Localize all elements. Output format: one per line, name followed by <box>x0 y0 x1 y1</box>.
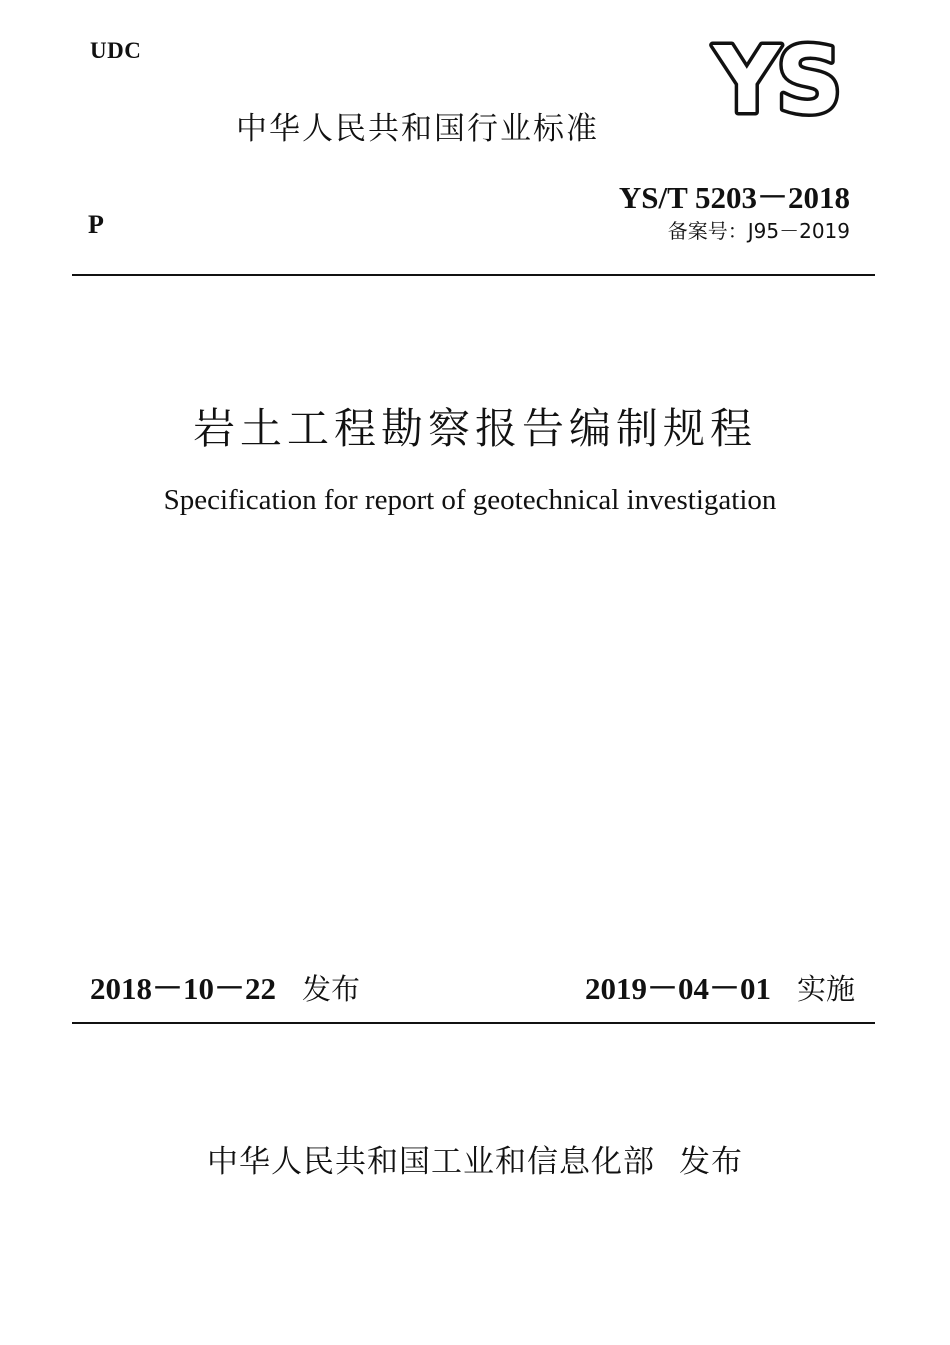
effective-label: 实施 <box>796 972 855 1006</box>
standard-number: YS/T 5203－2018 <box>618 180 850 215</box>
publisher-name: 中华人民共和国工业和信息化部 <box>207 1144 655 1180</box>
effective-date: 2019－04－01 <box>584 971 771 1006</box>
top-divider <box>72 274 875 276</box>
category-code: P <box>88 210 104 239</box>
udc-label: UDC <box>90 38 142 63</box>
issue-date: 2018－10－22 <box>90 971 276 1006</box>
issue-date-block <box>90 963 360 1008</box>
publisher-line <box>0 1136 950 1181</box>
bottom-divider <box>72 1022 875 1024</box>
ys-logo <box>693 38 859 124</box>
effective-date-block <box>585 963 855 1008</box>
industry-standard-title: 中华人民共和国行业标准 <box>236 111 599 147</box>
publish-label: 发布 <box>679 1144 743 1180</box>
ys-logo-text: YS <box>713 38 839 124</box>
issue-label: 发布 <box>302 972 361 1006</box>
document-title-english: Specification for report of geotechnical investigation <box>163 484 777 516</box>
record-number: 备案号：J95－2019 <box>667 219 850 243</box>
document-title-chinese: 岩土工程勘察报告编制规程 <box>192 404 757 453</box>
